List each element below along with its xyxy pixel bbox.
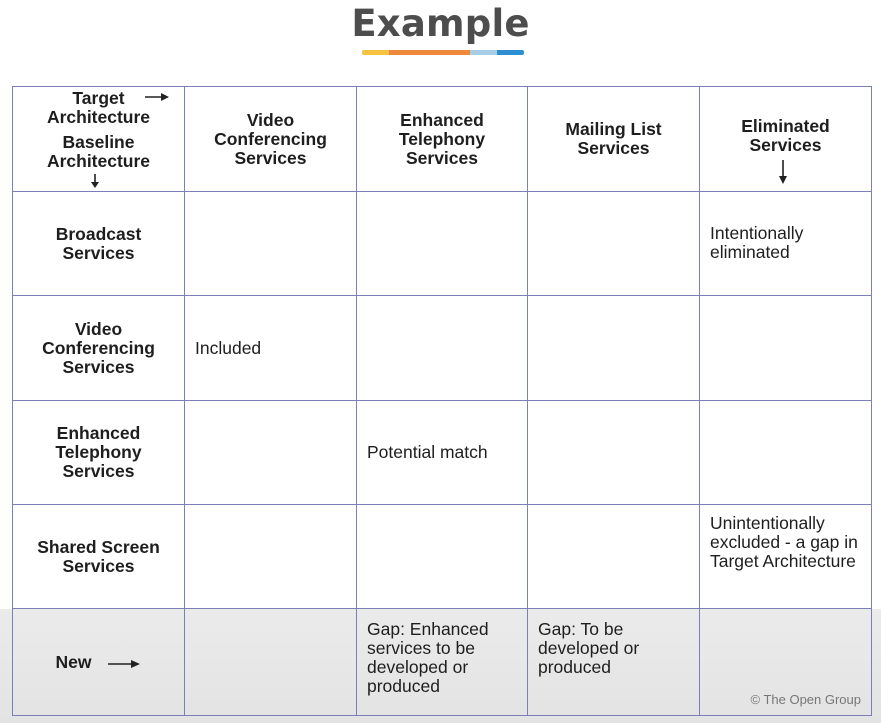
copyright-notice: © The Open Group	[750, 692, 861, 707]
cell-text: Potential match	[367, 442, 488, 462]
table-cell	[699, 504, 871, 608]
table-cell	[699, 608, 871, 715]
table-cell	[699, 400, 871, 504]
table-cell	[356, 608, 527, 715]
table-cell	[184, 295, 356, 400]
table-cell	[527, 504, 699, 608]
table-cell	[699, 191, 871, 295]
cell-text: Included	[195, 337, 262, 358]
column-header-label: Mailing List Services	[565, 119, 662, 158]
table-cell	[356, 295, 527, 400]
target-label-1: Target	[72, 88, 125, 108]
column-header-label: Enhanced Telephony Services	[398, 109, 486, 168]
target-label-2: Architecture	[46, 107, 151, 127]
corner-header	[12, 86, 184, 191]
table-cell	[356, 400, 527, 504]
gap-analysis-table	[12, 86, 872, 716]
page-title: Example	[351, 2, 530, 45]
column-header-label: Eliminated Services	[741, 116, 830, 155]
table-cell	[356, 191, 527, 295]
column-header-label: Video Conferencing Services	[214, 109, 327, 168]
arrow-right-icon	[144, 91, 170, 103]
table-cell	[699, 295, 871, 400]
cell-text: Gap: To be developed or produced	[538, 619, 640, 677]
baseline-label-1: Baseline	[62, 132, 135, 152]
column-header-telephony	[356, 86, 527, 191]
arrow-down-icon	[89, 173, 101, 189]
arrow-down-icon	[777, 159, 789, 185]
row-header-video	[12, 295, 184, 400]
table-cell	[184, 191, 356, 295]
column-header-eliminated	[699, 86, 871, 191]
table-cell	[527, 400, 699, 504]
row-header-new	[12, 608, 184, 715]
column-header-mailing	[527, 86, 699, 191]
row-header-label: New	[55, 651, 92, 672]
row-header-label: Video Conferencing Services	[42, 318, 155, 377]
accent-segment	[470, 50, 497, 55]
column-header-video	[184, 86, 356, 191]
row-header-shared-screen	[12, 504, 184, 608]
row-header-telephony	[12, 400, 184, 504]
accent-segment	[497, 50, 524, 55]
table-cell	[527, 608, 699, 715]
arrow-right-icon	[107, 658, 141, 670]
row-header-label: Shared Screen Services	[37, 536, 160, 576]
table-cell	[184, 608, 356, 715]
table-cell	[527, 191, 699, 295]
title-accent-bar	[362, 50, 524, 55]
row-header-broadcast	[12, 191, 184, 295]
row-header-label: Broadcast Services	[55, 223, 142, 263]
accent-segment	[443, 50, 470, 55]
accent-segment	[416, 50, 443, 55]
accent-segment	[362, 50, 389, 55]
table-cell	[184, 400, 356, 504]
cell-text: Intentionally eliminated	[710, 223, 804, 262]
baseline-label-2: Architecture	[46, 151, 151, 171]
accent-segment	[389, 50, 416, 55]
cell-text: Gap: Enhanced services to be developed or produced	[367, 619, 489, 696]
cell-text: Unintentionally excluded - a gap in Target Architecture	[710, 513, 858, 571]
table-cell	[356, 504, 527, 608]
row-header-label: Enhanced Telephony Services	[55, 423, 142, 481]
table-cell	[527, 295, 699, 400]
table-cell	[184, 504, 356, 608]
